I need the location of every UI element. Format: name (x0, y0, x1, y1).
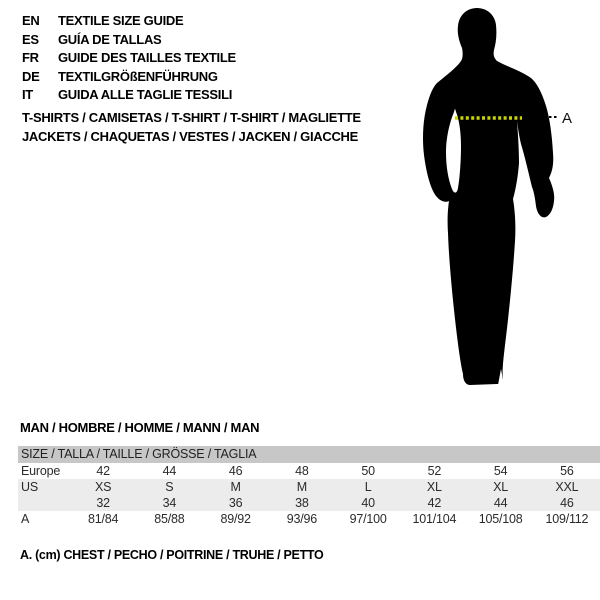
size-cell: 44 (162, 464, 177, 478)
size-cell: 105/108 (478, 512, 523, 526)
table-row-us-letters (18, 479, 600, 495)
size-cell: M (296, 480, 307, 494)
language-row (22, 68, 236, 87)
language-code: ES (22, 31, 39, 47)
size-cell: 50 (361, 464, 375, 478)
language-row (22, 12, 236, 31)
language-row (22, 31, 236, 50)
garment-line-jackets: JACKETS / CHAQUETAS / VESTES / JACKEN / GIACCHE (22, 128, 358, 144)
size-cell: M (230, 480, 241, 494)
size-cell: 81/84 (87, 512, 119, 526)
language-label: TEXTILE SIZE GUIDE (58, 13, 184, 28)
language-code: FR (22, 50, 39, 65)
size-table (18, 446, 600, 527)
language-title-block (22, 12, 236, 105)
garment-line-tshirts: T-SHIRTS / CAMISETAS / T-SHIRT / T-SHIRT / MAGLIETTE (22, 110, 361, 125)
size-cell: 34 (162, 496, 177, 510)
size-cell: 97/100 (349, 512, 387, 526)
section-title-man: MAN / HOMBRE / HOMME / MANN / MAN (20, 420, 260, 435)
table-row-chest-cm (18, 511, 600, 527)
size-cell: 85/88 (154, 512, 185, 526)
size-cell: 93/96 (286, 512, 318, 526)
language-row (22, 49, 236, 68)
footnote-chest-legend: A. (cm) CHEST / PECHO / POITRINE / TRUHE / PETTO (20, 548, 324, 562)
size-cell: XL (493, 480, 509, 494)
size-cell: L (364, 480, 372, 494)
size-cell: 46 (228, 464, 243, 478)
size-cell: XS (94, 480, 112, 494)
language-label: GUÍA DE TALLAS (58, 31, 162, 47)
row-label: A (21, 512, 30, 526)
language-code: DE (22, 68, 40, 84)
size-cell: S (165, 480, 174, 494)
size-cell: 54 (493, 464, 508, 478)
row-label: US (21, 480, 38, 494)
size-cell: 40 (361, 496, 375, 510)
size-cell: XL (426, 480, 442, 494)
size-table-header: SIZE / TALLA / TAILLE / GRÖSSE / TAGLIA (18, 446, 600, 463)
man-silhouette-figure (400, 0, 580, 400)
size-cell: 89/92 (220, 512, 251, 526)
man-silhouette (423, 8, 554, 385)
size-cell: 109/112 (545, 512, 589, 526)
table-row-europe (18, 463, 600, 479)
size-cell: 44 (493, 496, 508, 510)
garment-type-block (22, 109, 361, 146)
size-cell: 42 (96, 464, 110, 478)
man-silhouette-svg (400, 0, 580, 400)
language-label: TEXTILGRÖßENFÜHRUNG (58, 68, 218, 84)
size-cell: 38 (295, 496, 309, 510)
measure-label-a: A (562, 110, 573, 127)
size-cell: 52 (427, 464, 442, 478)
language-label: GUIDA ALLE TAGLIE TESSILI (58, 87, 233, 102)
language-code: EN (22, 13, 40, 28)
size-cell: 32 (96, 496, 110, 510)
language-code: IT (22, 87, 33, 102)
size-cell: XXL (555, 480, 579, 494)
size-cell: 56 (560, 464, 574, 478)
table-row-us-numbers (18, 495, 600, 511)
language-label: GUIDE DES TAILLES TEXTILE (58, 50, 236, 65)
language-row (22, 86, 236, 105)
size-cell: 42 (427, 496, 442, 510)
row-label: Europe (21, 464, 61, 478)
size-cell: 48 (295, 464, 309, 478)
size-cell: 36 (228, 496, 243, 510)
size-cell: 101/104 (412, 512, 457, 526)
size-cell: 46 (560, 496, 574, 510)
